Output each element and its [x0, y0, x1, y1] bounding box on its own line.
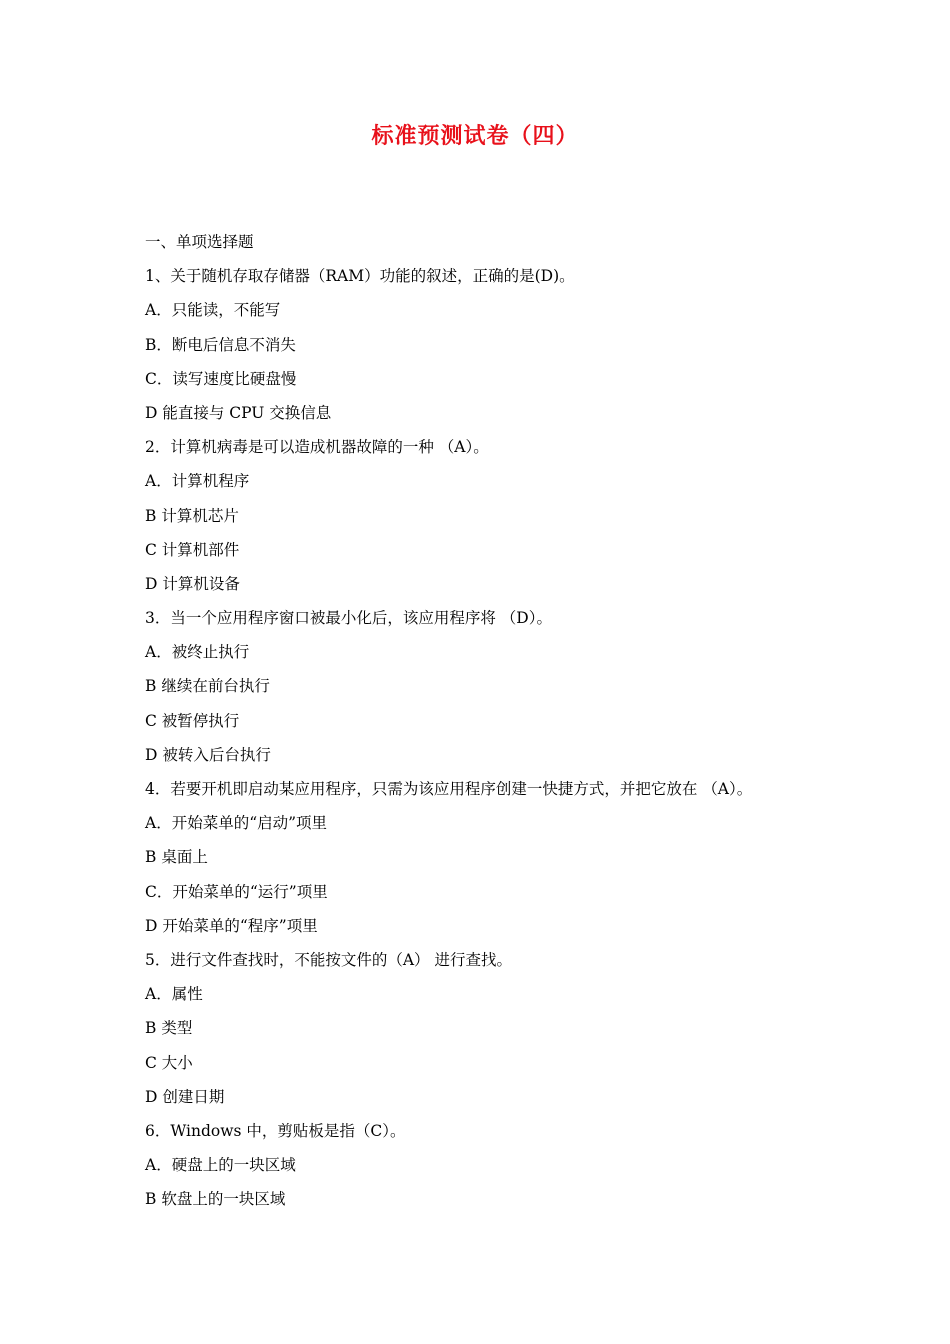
question-6-option-a: A．硬盘上的一块区域 [145, 1156, 296, 1175]
question-5-option-d: D 创建日期 [145, 1087, 225, 1106]
question-1-option-b: B．断电后信息不消失 [145, 335, 296, 354]
question-2-option-b: B 计算机芯片 [145, 506, 239, 525]
exam-content [145, 225, 825, 1216]
question-2-option-c: C 计算机部件 [145, 540, 240, 559]
question-5-option-a: A．属性 [145, 985, 203, 1004]
question-4: 4．若要开机即启动某应用程序，只需为该应用程序创建一快捷方式，并把它放在 （A）。 [145, 780, 753, 798]
question-3-option-a: A．被终止执行 [145, 643, 250, 662]
question-3: 3．当一个应用程序窗口被最小化后，该应用程序将 （D）。 [145, 609, 552, 628]
question-1: 1、关于随机存取存储器（RAM）功能的叙述，正确的是(D)。 [145, 267, 575, 286]
question-4-option-a: A．开始菜单的“启动”项里 [145, 814, 328, 833]
question-3-option-b: B 继续在前台执行 [145, 677, 270, 696]
question-2-option-a: A．计算机程序 [145, 472, 250, 491]
question-4-option-b: B 桌面上 [145, 848, 208, 867]
question-4-option-d: D 开始菜单的“程序”项里 [145, 916, 318, 935]
question-2: 2．计算机病毒是可以造成机器故障的一种 （A）。 [145, 438, 489, 457]
question-3-option-d: D 被转入后台执行 [145, 745, 271, 764]
question-2-option-d: D 计算机设备 [145, 574, 240, 593]
question-6: 6．Windows 中，剪贴板是指（C）。 [145, 1121, 406, 1140]
question-3-option-c: C 被暂停执行 [145, 711, 240, 730]
question-5-option-c: C 大小 [145, 1053, 193, 1072]
page-title: 标准预测试卷（四） [371, 123, 579, 149]
question-1-option-d: D 能直接与 CPU 交换信息 [145, 403, 332, 422]
question-1-option-a: A．只能读，不能写 [145, 301, 281, 320]
section-heading: 一、单项选择题 [145, 233, 254, 251]
question-5-option-b: B 类型 [145, 1019, 193, 1038]
question-5: 5．进行文件查找时，不能按文件的（A） 进行查找。 [145, 950, 512, 969]
question-1-option-c: C．读写速度比硬盘慢 [145, 369, 297, 388]
question-4-option-c: C．开始菜单的“运行”项里 [145, 882, 328, 901]
question-6-option-b: B 软盘上的一块区域 [145, 1190, 286, 1209]
